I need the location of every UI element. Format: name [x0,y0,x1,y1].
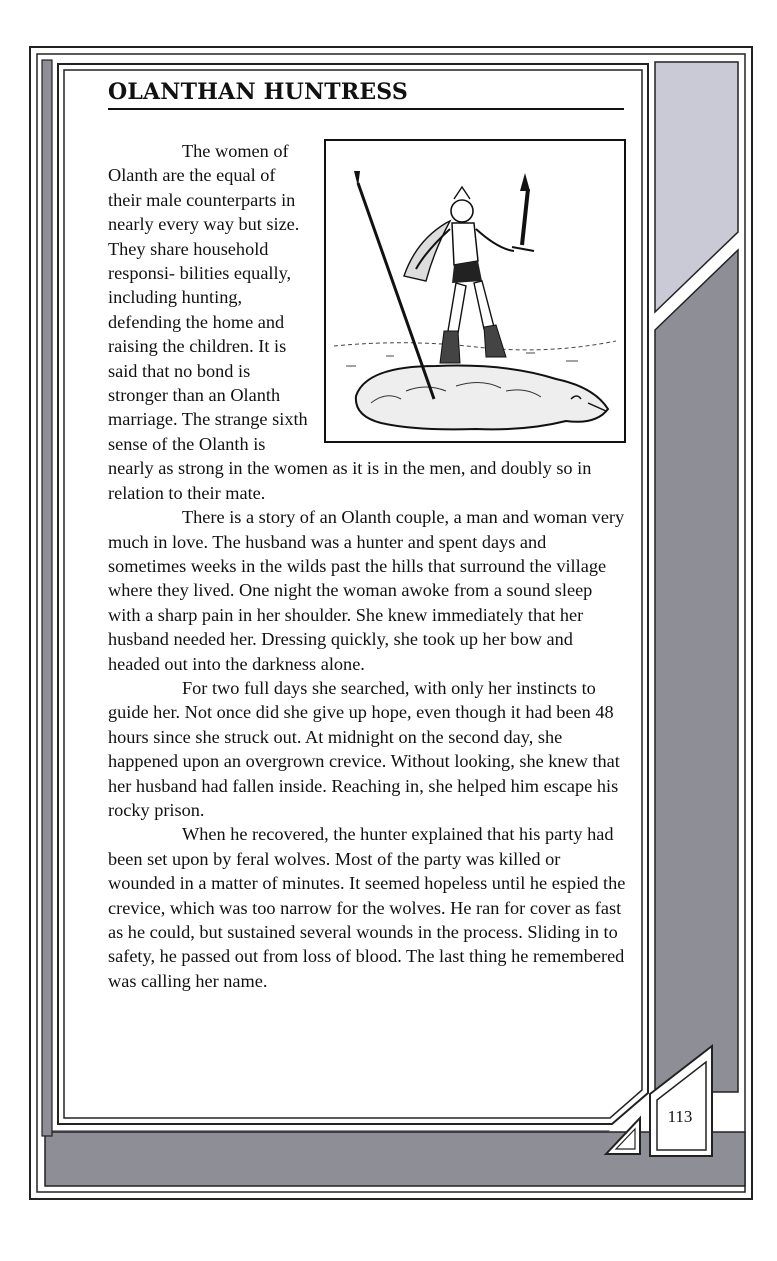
huntress-illustration [324,139,626,443]
paragraph-1: The women of Olanth are the equal of their male counterparts in nearly every way but size. They share household responsi- bilities equally, including hunting, defending the home and raising the children. It is said that no bond is stronger than an Olanth marriage. The strange sixth sense of the Olanth is nearly as strong in the women as it is in the men, and doubly so in relation to their mate. [108,141,592,503]
page-content [108,78,628,993]
paragraph-2: There is a story of an Olanth couple, a man and woman very much in love. The husband was a hunter and spent days and sometimes weeks in the wilds past the hills that surround the village where they lived. One night the woman awoke from a sound sleep with a sharp pain in her shoulder. She knew immediately that her husband needed her. Dressing quickly, she took up her bow and headed out into the darkness alone. [108,507,625,674]
paragraph-4: When he recovered, the hunter explained that his party had been set upon by feral wolves. Most of the party was killed or wounded in a matter of minutes. It seemed hopeless until he espied the crevice, which was too narrow for the wolves. He ran for cover as fast as he could, but sustained several wounds in the process. Sliding in to safety, he passed out from loss of blood. The last thing he remembered was calling her name. [108,824,626,991]
article-body [108,139,628,993]
paragraph-3: For two full days she searched, with only her instincts to guide her. Not once did she give up hope, even though it had been 48 hours since she struck out. At midnight on the second day, she happened upon an overgrown crevice. Without looking, she knew that her husband had fallen inside. Reaching in, she helped him escape his rocky prison. [108,677,620,820]
page-number: 113 [667,1107,693,1126]
huntress-drawing [326,141,624,441]
page-title: OLANTHAN HUNTRESS [108,78,624,110]
